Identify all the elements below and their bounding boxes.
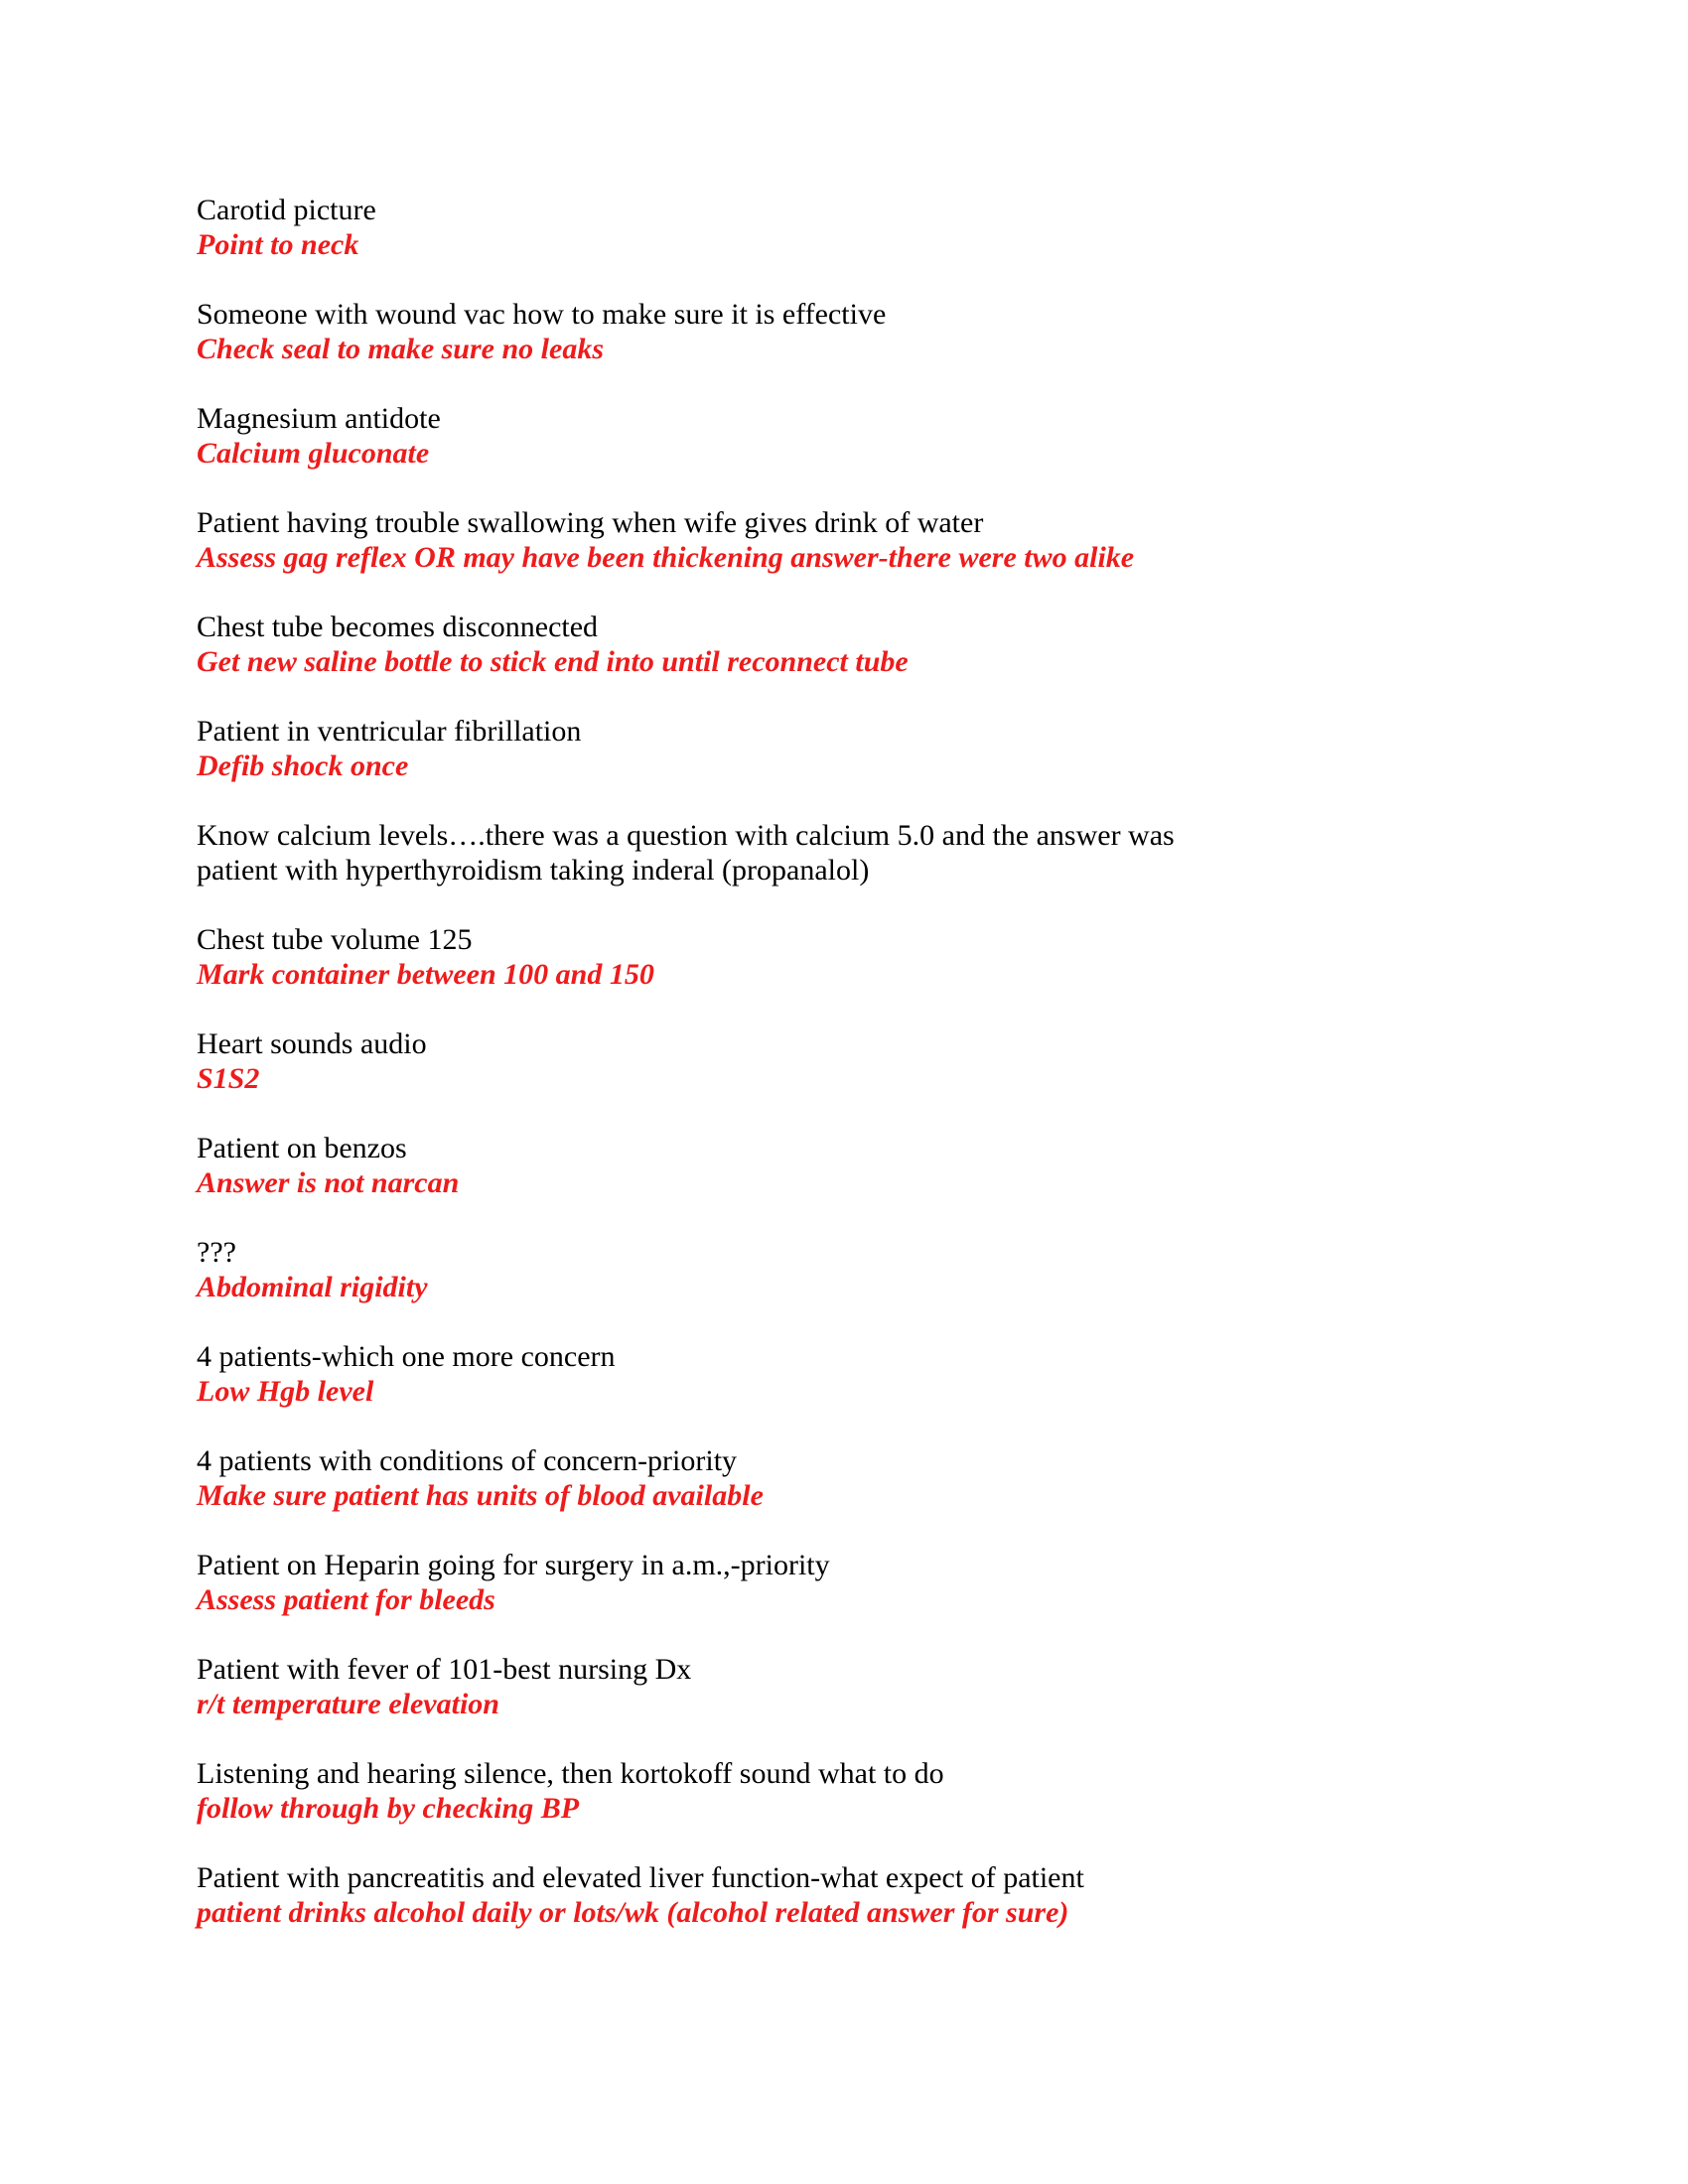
qa-entry (197, 1026, 1507, 1096)
qa-entry (197, 401, 1507, 471)
qa-entry (197, 714, 1507, 783)
answer-text: Defib shock once (197, 750, 409, 782)
qa-entry (197, 1131, 1507, 1200)
qa-entry (197, 505, 1507, 575)
answer-text: Point to neck (197, 228, 359, 261)
question-text: Someone with wound vac how to make sure it is effective (197, 298, 887, 331)
question-text: Patient on Heparin going for surgery in a.m.,-priority (197, 1549, 830, 1581)
answer-text: follow through by checking BP (197, 1792, 580, 1825)
answer-text: Make sure patient has units of blood available (197, 1479, 764, 1512)
qa-entry (197, 1548, 1507, 1617)
qa-entry (197, 1860, 1507, 1930)
question-text: Patient on benzos (197, 1132, 407, 1164)
answer-text: Calcium gluconate (197, 437, 430, 470)
question-text: Patient with fever of 101-best nursing Dx (197, 1653, 692, 1686)
question-text: Know calcium levels….there was a question with calcium 5.0 and the answer was (197, 819, 1175, 852)
answer-text: patient drinks alcohol daily or lots/wk (alcohol related answer for sure) (197, 1896, 1069, 1929)
answer-text: Assess patient for bleeds (197, 1583, 495, 1616)
answer-text: r/t temperature elevation (197, 1688, 499, 1720)
qa-entry (197, 297, 1507, 366)
question-text-line2: patient with hyperthyroidism taking inderal (propanalol) (197, 854, 870, 887)
answer-text: Mark container between 100 and 150 (197, 958, 654, 991)
qa-entry (197, 1235, 1507, 1304)
qa-entry (197, 1652, 1507, 1721)
question-text: 4 patients-which one more concern (197, 1340, 616, 1373)
question-text: Chest tube volume 125 (197, 923, 473, 956)
question-text: Carotid picture (197, 194, 376, 226)
answer-text: Answer is not narcan (197, 1166, 460, 1199)
qa-entry (197, 1443, 1507, 1513)
answer-text: Get new saline bottle to stick end into until reconnect tube (197, 645, 909, 678)
question-text: Patient in ventricular fibrillation (197, 715, 582, 748)
answer-text: S1S2 (197, 1062, 260, 1095)
qa-entry (197, 922, 1507, 992)
qa-entry (197, 1756, 1507, 1826)
question-text: 4 patients with conditions of concern-priority (197, 1444, 738, 1477)
question-text: Chest tube becomes disconnected (197, 611, 599, 643)
qa-entry (197, 1339, 1507, 1409)
answer-text: Check seal to make sure no leaks (197, 333, 604, 365)
answer-text: Low Hgb level (197, 1375, 374, 1408)
question-text: ??? (197, 1236, 236, 1269)
question-text: Heart sounds audio (197, 1027, 427, 1060)
answer-text: Abdominal rigidity (197, 1271, 428, 1303)
question-text: Listening and hearing silence, then kortokoff sound what to do (197, 1757, 944, 1790)
answer-text: Assess gag reflex OR may have been thickening answer-there were two alike (197, 541, 1135, 574)
qa-entry (197, 818, 1507, 887)
qa-list (197, 193, 1507, 1965)
question-text: Patient with pancreatitis and elevated liver function-what expect of patient (197, 1861, 1084, 1894)
question-text: Patient having trouble swallowing when wife gives drink of water (197, 506, 984, 539)
qa-entry (197, 610, 1507, 679)
qa-entry (197, 193, 1507, 262)
question-text: Magnesium antidote (197, 402, 441, 435)
